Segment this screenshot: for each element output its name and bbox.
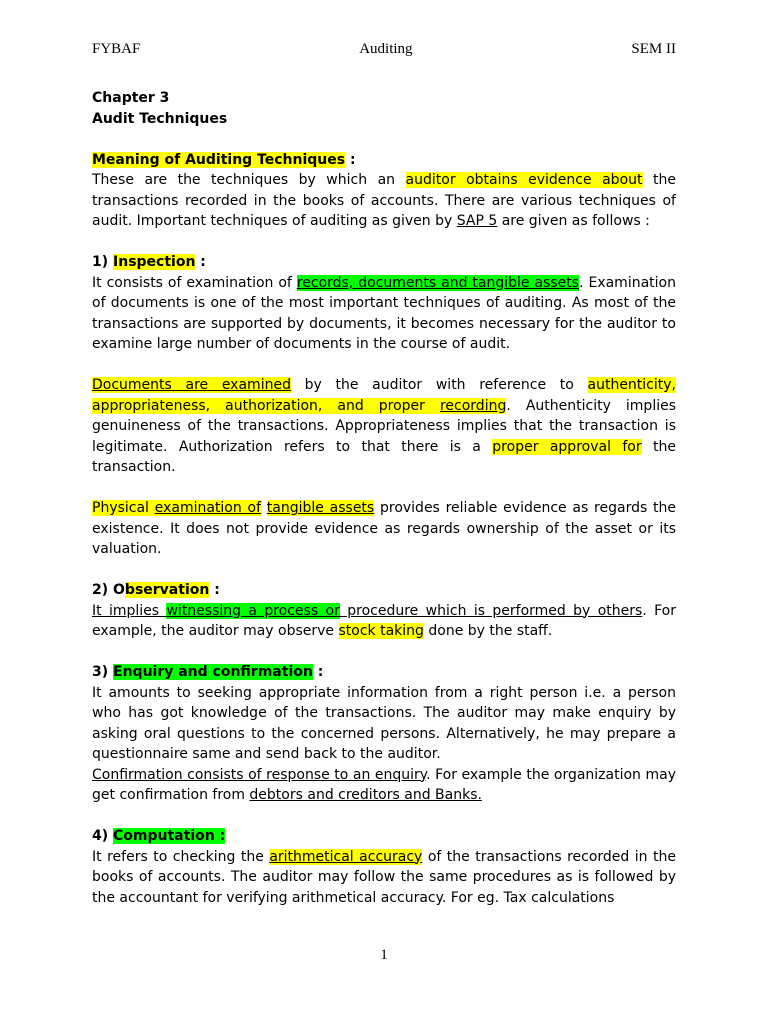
text-run: the transactions recorded in the books of accounts. There are various techniques of audit. Important techniques of auditing as given by [92, 172, 676, 229]
highlight-yellow: proper approval for [492, 438, 642, 455]
text-run [261, 500, 267, 516]
heading-text: Meaning of Auditing Techniques [92, 151, 346, 168]
chapter-number: Chapter 3 [92, 90, 170, 106]
heading-colon: : [312, 664, 324, 680]
highlight-yellow: Physical [92, 500, 155, 516]
heading-text: bservation [124, 582, 210, 598]
paragraph-inspection-3 [92, 498, 676, 560]
section-heading-enquiry [92, 662, 676, 683]
highlight-yellow: examination of [154, 500, 262, 516]
highlight-yellow: stock taking [338, 623, 424, 639]
text-run: . Authenticity implies genuineness of the transactions. Appropriateness implies that the transaction is legitimate. Authorization refers to that there is a [92, 397, 677, 455]
underlined-text: Confirmation consists of response to an enquiry [92, 766, 427, 783]
heading-colon: : [195, 254, 206, 270]
section-heading-computation [92, 826, 676, 847]
heading-number: 4) [92, 828, 114, 844]
highlight-green: witnessing a process or [166, 602, 340, 619]
highlight-yellow: recording [439, 397, 507, 414]
section-heading-meaning [92, 150, 676, 171]
heading-colon: : [345, 151, 356, 168]
text-run: . For example, the auditor may observe [92, 602, 676, 639]
underlined-text: It implies [92, 602, 167, 619]
heading-colon: : [209, 582, 220, 598]
heading-number: 3) [92, 664, 114, 680]
paragraph-inspection-2 [92, 375, 676, 478]
text-run: by the auditor with reference to [290, 377, 588, 393]
text-run: the transaction. [92, 438, 676, 475]
paragraph-observation [92, 601, 676, 642]
paragraph-computation [92, 847, 676, 909]
underlined-text: debtors and creditors and Banks. [249, 787, 482, 803]
page-number: 1 [380, 947, 388, 963]
paragraph-meaning [92, 170, 676, 232]
header-course: FYBAF [92, 41, 141, 57]
text-run: . For example the organization may get confirmation from [92, 766, 676, 803]
text-run: of the transactions recorded in the books of accounts. The auditor may follow the same procedures as is followed by the accountant for verifying arithmetical accuracy. For eg. Tax calculations [92, 848, 676, 906]
text-run: provides reliable evidence as regards the existence. It does not provide evidence as regards ownership of the asset or its valuation. [92, 500, 677, 557]
paragraph-enquiry-2 [92, 765, 676, 806]
heading-number: 1) [92, 254, 114, 270]
underlined-text: SAP 5 [456, 213, 498, 229]
heading-text: Enquiry and confirmation [113, 664, 313, 680]
chapter-title: Audit Techniques [92, 110, 228, 127]
underlined-text: procedure which is performed by others [339, 602, 643, 619]
highlight-yellow: authenticity, appropriateness, authorization, and proper [92, 377, 676, 414]
text-run: done by the staff. [423, 623, 553, 639]
header-subject: Auditing [359, 41, 413, 57]
highlight-yellow: arithmetical accuracy [269, 848, 423, 865]
heading-text: Computation : [113, 828, 226, 844]
text-run: It refers to checking the [92, 848, 270, 865]
highlight-yellow: Documents are examined [92, 377, 291, 393]
text-run: These are the techniques by which an [92, 172, 406, 188]
text-run: are given as follows : [497, 213, 650, 229]
section-heading-observation [92, 580, 676, 601]
heading-number: 2) O [92, 582, 125, 598]
paragraph-enquiry-1: It amounts to seeking appropriate information from a right person i.e. a person who has got knowledge of the transactions. The auditor may make enquiry by asking oral questions to the concerned persons. Alternatively, he may prepare a questionnaire same and send back to the auditor. [92, 684, 676, 762]
section-heading-inspection [92, 252, 676, 273]
text-run: . Examination of documents is one of the most important techniques of auditing. As most of the transactions are supported by documents, it becomes necessary for the auditor to examine large number of documents in the course of audit. [92, 274, 676, 352]
text-run: It consists of examination of [92, 274, 297, 291]
document-body [92, 88, 676, 908]
highlight-yellow: auditor obtains evidence about [405, 172, 643, 188]
heading-text: Inspection [113, 254, 196, 270]
page-header [92, 41, 676, 58]
highlight-green: records, documents and tangible assets [296, 274, 580, 291]
paragraph-inspection-1 [92, 273, 676, 355]
header-semester: SEM II [631, 41, 676, 57]
highlight-yellow: tangible assets [266, 500, 375, 516]
